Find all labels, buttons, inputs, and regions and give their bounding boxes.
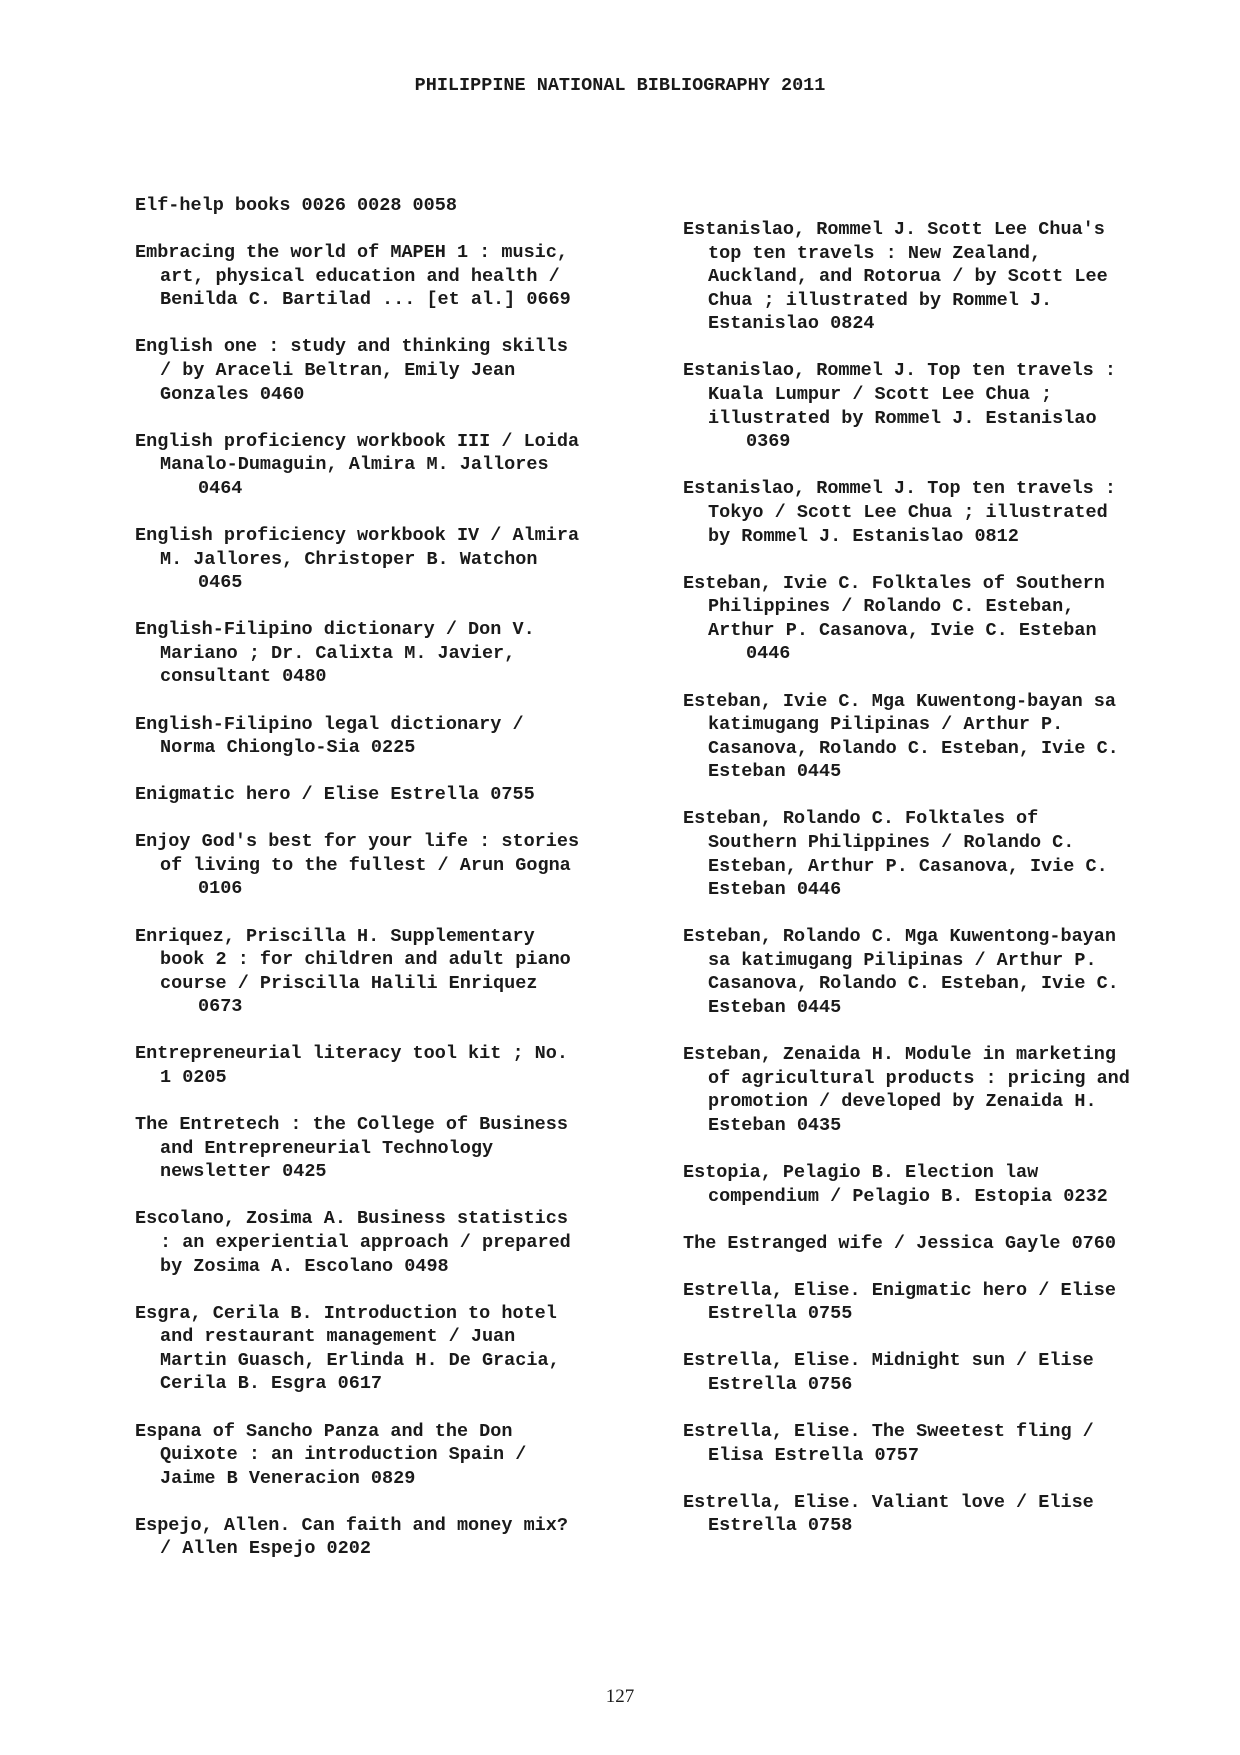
entry-line: Esteban 0445 — [708, 997, 842, 1019]
entry-line: sa katimugang Pilipinas / Arthur P. — [708, 949, 1097, 971]
bibliography-entry — [683, 1279, 1203, 1326]
bibliography-entry — [135, 194, 655, 218]
entry-line: Auckland, and Rotorua / by Scott Lee — [708, 266, 1108, 288]
bibliography-entry — [683, 925, 1203, 1019]
entry-line: Mariano ; Dr. Calixta M. Javier, — [160, 642, 516, 664]
entry-line: Benilda C. Bartilad ... [et al.] 0669 — [160, 289, 571, 311]
entry-line: Estrella, Elise. The Sweetest fling / — [683, 1421, 1094, 1443]
entry-line: Estanislao, Rommel J. Top ten travels : — [683, 360, 1116, 382]
entry-line: / Allen Espejo 0202 — [160, 1538, 371, 1560]
entry-line: English proficiency workbook IV / Almira — [135, 524, 580, 546]
right-column — [683, 218, 1203, 1562]
bibliography-entry — [135, 1302, 655, 1396]
entry-line: Southern Philippines / Rolando C. — [708, 831, 1075, 853]
bibliography-entry — [135, 524, 655, 595]
bibliography-entry — [683, 690, 1203, 784]
bibliography-entry — [135, 925, 655, 1019]
entry-line: : an experiential approach / prepared — [160, 1232, 571, 1253]
entry-line: M. Jallores, Christoper B. Watchon — [160, 548, 538, 570]
entry-line: Esteban, Rolando C. Mga Kuwentong-bayan — [683, 926, 1116, 948]
bibliography-entry — [135, 713, 655, 760]
entry-line: Estanislao, Rommel J. Scott Lee Chua's — [683, 219, 1105, 240]
bibliography-entry — [135, 1113, 655, 1184]
entry-line: art, physical education and health / — [160, 265, 560, 287]
bibliography-entry — [135, 618, 655, 689]
entry-line: Espejo, Allen. Can faith and money mix? — [135, 1514, 568, 1536]
entry-line: Esteban, Rolando C. Folktales of — [683, 808, 1039, 830]
entry-line: Enigmatic hero / Elise Estrella 0755 — [135, 784, 535, 806]
entry-line: The Entretech : the College of Business — [135, 1114, 568, 1136]
entry-line: by Rommel J. Estanislao 0812 — [708, 525, 1019, 547]
entry-line: Casanova, Rolando C. Esteban, Ivie C. — [708, 973, 1119, 995]
bibliography-entry — [683, 1491, 1203, 1538]
entry-line: Estrella 0758 — [708, 1515, 853, 1537]
bibliography-entry — [135, 241, 655, 312]
entry-line: Gonzales 0460 — [160, 383, 305, 405]
entry-line: Manalo-Dumaguin, Almira M. Jallores — [160, 454, 549, 476]
entry-line: 0464 — [198, 477, 243, 499]
entry-line: newsletter 0425 — [160, 1161, 327, 1183]
entry-line: compendium / Pelagio B. Estopia 0232 — [708, 1185, 1108, 1207]
bibliography-entry — [683, 1161, 1203, 1208]
entry-line: Esteban, Ivie C. Mga Kuwentong-bayan sa — [683, 690, 1116, 712]
entry-line: Kuala Lumpur / Scott Lee Chua ; — [708, 384, 1053, 406]
entry-line: Chua ; illustrated by Rommel J. — [708, 289, 1053, 311]
entry-line: 0369 — [746, 431, 791, 453]
entry-line: English one : study and thinking skills — [135, 336, 568, 358]
entry-line: Embracing the world of MAPEH 1 : music, — [135, 242, 568, 264]
bibliography-entry — [135, 783, 655, 807]
entry-line: Enjoy God's best for your life : stories — [135, 831, 580, 853]
entry-line: Jaime B Veneracion 0829 — [160, 1467, 416, 1489]
page-header: PHILIPPINE NATIONAL BIBLIOGRAPHY 2011 — [414, 75, 826, 96]
bibliography-entry — [683, 1420, 1203, 1467]
entry-line: 1 0205 — [160, 1067, 227, 1089]
entry-line: Philippines / Rolando C. Esteban, — [708, 596, 1075, 618]
entry-line: 0673 — [198, 996, 243, 1018]
entry-line: and restaurant management / Juan — [160, 1326, 516, 1348]
left-column — [135, 194, 655, 1585]
entry-line: katimugang Pilipinas / Arthur P. — [708, 714, 1064, 736]
bibliography-entry — [683, 1349, 1203, 1396]
entry-line: Esteban, Ivie C. Folktales of Southern — [683, 572, 1105, 594]
bibliography-entry — [683, 359, 1203, 453]
entry-line: English-Filipino legal dictionary / — [135, 713, 524, 735]
entry-line: Elisa Estrella 0757 — [708, 1444, 919, 1466]
entry-line: Casanova, Rolando C. Esteban, Ivie C. — [708, 737, 1119, 759]
entry-line: Esteban 0446 — [708, 879, 842, 901]
bibliography-entry — [135, 430, 655, 501]
entry-line: 0106 — [198, 878, 243, 900]
bibliography-entry — [135, 1207, 655, 1278]
entry-line: Espana of Sancho Panza and the Don — [135, 1420, 513, 1442]
entry-line: of agricultural products : pricing and — [708, 1067, 1130, 1089]
entry-line: Estrella, Elise. Enigmatic hero / Elise — [683, 1279, 1116, 1301]
bibliography-entry — [135, 1514, 655, 1561]
entry-line: and Entrepreneurial Technology — [160, 1137, 494, 1159]
entry-line: promotion / developed by Zenaida H. — [708, 1091, 1097, 1113]
entry-line: English proficiency workbook III / Loida — [135, 430, 580, 452]
entry-line: 0446 — [746, 643, 791, 665]
entry-line: English-Filipino dictionary / Don V. — [135, 619, 535, 641]
entry-line: Martin Guasch, Erlinda H. De Gracia, — [160, 1349, 560, 1371]
entry-line: Esteban, Zenaida H. Module in marketing — [683, 1044, 1116, 1066]
entry-line: Arthur P. Casanova, Ivie C. Esteban — [708, 619, 1097, 641]
bibliography-entry — [683, 1232, 1203, 1256]
bibliography-entry — [135, 1420, 655, 1491]
entry-line: Estrella 0756 — [708, 1374, 853, 1396]
entry-line: Quixote : an introduction Spain / — [160, 1444, 527, 1466]
entry-line: Esgra, Cerila B. Introduction to hotel — [135, 1302, 557, 1324]
bibliography-entry — [135, 830, 655, 901]
entry-line: / by Araceli Beltran, Emily Jean — [160, 359, 516, 381]
entry-line: Tokyo / Scott Lee Chua ; illustrated — [708, 501, 1108, 523]
entry-line: of living to the fullest / Arun Gogna — [160, 854, 571, 876]
entry-line: consultant 0480 — [160, 666, 327, 688]
bibliography-entry — [683, 218, 1203, 336]
entry-line: Enriquez, Priscilla H. Supplementary — [135, 925, 535, 947]
entry-line: Esteban, Arthur P. Casanova, Ivie C. — [708, 855, 1108, 877]
entry-line: top ten travels : New Zealand, — [708, 242, 1042, 264]
entry-line: Esteban 0445 — [708, 761, 842, 783]
entry-line: Escolano, Zosima A. Business statistics — [135, 1208, 568, 1230]
entry-line: by Zosima A. Escolano 0498 — [160, 1255, 449, 1277]
bibliography-entry — [683, 477, 1203, 548]
bibliography-entry — [683, 807, 1203, 901]
entry-line: Estanislao 0824 — [708, 313, 875, 335]
entry-line: 0465 — [198, 572, 243, 594]
entry-line: Entrepreneurial literacy tool kit ; No. — [135, 1043, 568, 1065]
entry-line: illustrated by Rommel J. Estanislao — [708, 407, 1097, 429]
entry-line: Estrella 0755 — [708, 1303, 853, 1325]
entry-line: Cerila B. Esgra 0617 — [160, 1373, 383, 1395]
bibliography-entry — [683, 1043, 1203, 1137]
entry-line: Estrella, Elise. Midnight sun / Elise — [683, 1350, 1094, 1372]
bibliography-entry — [135, 1042, 655, 1089]
entry-line: The Estranged wife / Jessica Gayle 0760 — [683, 1232, 1116, 1254]
entry-line: Estopia, Pelagio B. Election law — [683, 1162, 1039, 1183]
bibliography-entry — [683, 572, 1203, 666]
bibliography-entry — [135, 335, 655, 406]
entry-line: Esteban 0435 — [708, 1114, 842, 1136]
entry-line: course / Priscilla Halili Enriquez — [160, 972, 538, 994]
entry-line: Norma Chionglo-Sia 0225 — [160, 737, 416, 759]
entry-line: Estrella, Elise. Valiant love / Elise — [683, 1491, 1094, 1513]
entry-line: Estanislao, Rommel J. Top ten travels : — [683, 478, 1116, 500]
entry-line: Elf-help books 0026 0028 0058 — [135, 195, 457, 216]
page-number: 127 — [605, 1686, 635, 1707]
entry-line: book 2 : for children and adult piano — [160, 949, 571, 971]
